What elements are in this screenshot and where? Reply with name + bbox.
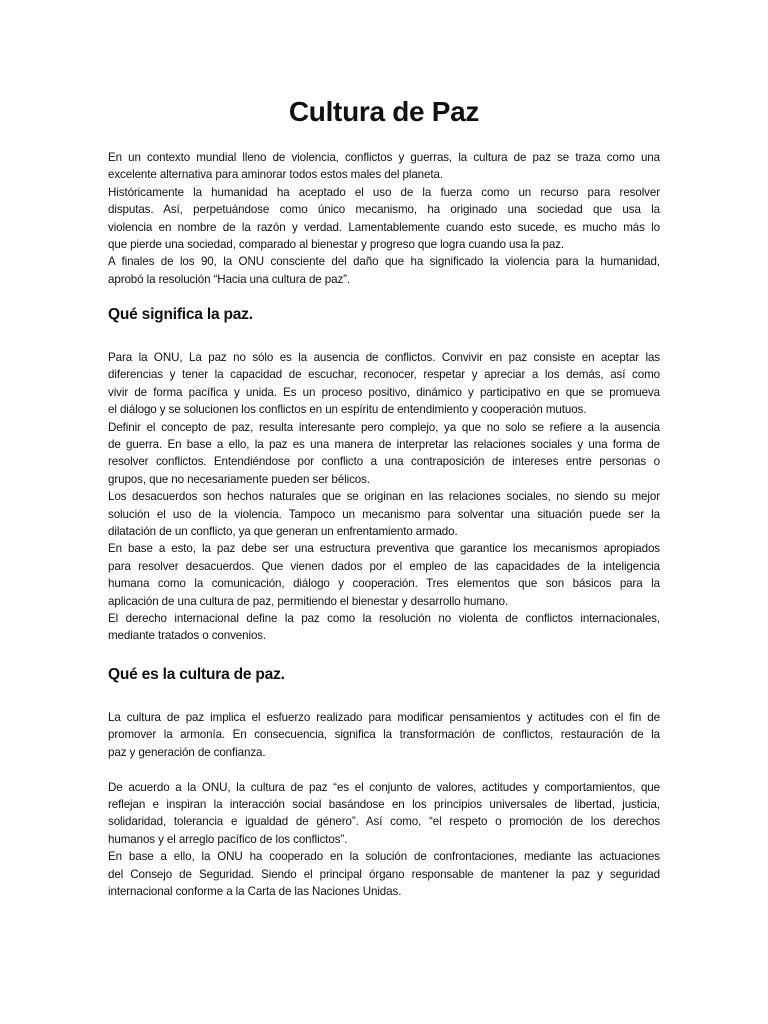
paragraph-line: En un contexto mundial lleno de violencia, conflictos y guerras, la cultura de paz se traza como una (108, 151, 660, 164)
paragraph-line: de guerra. En base a ello, la paz es una manera de interpretar las relaciones sociales y una forma de (108, 438, 660, 451)
paragraph-line: Definir el concepto de paz, resulta interesante pero complejo, ya que no solo se refiere a la ausencia (108, 420, 660, 434)
paragraph-line: disputas. Así, perpetuándose como único mecanismo, ha originado una sociedad que usa la (108, 203, 660, 217)
paragraph-line: que pierde una sociedad, comparado al bienestar y progreso que logra cuando usa la paz. (108, 238, 565, 251)
paragraph-line: del Consejo de Seguridad. Siendo el principal órgano responsable de mantener la paz y seguridad (108, 867, 660, 881)
paragraph-line: mediante tratados o convenios. (108, 629, 267, 643)
paragraph-line: excelente alternativa para aminorar todos estos males del planeta. (108, 168, 443, 182)
paragraph-line: violencia en nombre de la razón y verdad. Lamentablemente cuando esto sucede, es mucho más lo (108, 220, 660, 234)
paragraph-line: resolver conflictos. Entendiéndose por conflicto a una contraposición de intereses entre personas o (108, 455, 660, 469)
paragraph-line: diferencias y tener la capacidad de escuchar, reconocer, respetar y apreciar a los demás, así como (108, 368, 660, 382)
paragraph-line: En base a ello, la ONU ha cooperado en la solución de confrontaciones, mediante las actuaciones (108, 850, 660, 864)
paragraph-line: solidaridad, tolerancia e igualdad de género”. Así como, “el respeto o promoción de los derechos (108, 815, 660, 829)
section-heading-que-significa-la-paz: Qué significa la paz. (108, 306, 253, 323)
paragraph-line: aplicación de una cultura de paz, permitiendo el bienestar y desarrollo humano. (108, 594, 509, 608)
paragraph-line: Para la ONU, La paz no sólo es la ausencia de conflictos. Convivir en paz consiste en aceptar las (108, 351, 660, 364)
paragraph-line: paz y generación de confianza. (108, 745, 266, 759)
paragraph-line: humanos y el arreglo pacífico de los conflictos”. (108, 832, 348, 846)
paragraph-line: aprobó la resolución “Hacia una cultura de paz”. (108, 272, 351, 286)
paragraph-line: A finales de los 90, la ONU consciente del daño que ha significado la violencia para la humanidad, (108, 255, 660, 269)
section-heading-que-es-la-cultura-de-paz: Qué es la cultura de paz. (108, 666, 285, 683)
paragraph-line: grupos, que no necesariamente pueden ser bélicos. (108, 472, 370, 486)
paragraph-line: para resolver desacuerdos. Que vienen dados por el empleo de las capacidades de la inteligencia (108, 559, 660, 573)
paragraph-line: vivir de forma pacífica y unida. Es un proceso positivo, dinámico y participativo en que se promueva (108, 385, 660, 399)
paragraph-line: De acuerdo a la ONU, la cultura de paz “es el conjunto de valores, actitudes y comportamientos, que (108, 780, 660, 794)
paragraph-line: dilatación de un conflicto, ya que generan un enfrentamiento armado. (108, 525, 458, 538)
paragraph-line: reflejan e inspiran la interacción social basándose en los principios universales de libertad, justicia, (108, 798, 660, 811)
paragraph-line: En base a esto, la paz debe ser una estructura preventiva que garantice los mecanismos apropiados (108, 542, 660, 556)
paragraph-line: El derecho internacional define la paz como la resolución no violenta de conflictos internacionales, (108, 612, 660, 625)
paragraph-line: promover la armonía. En consecuencia, significa la transformación de conflictos, restauración de la (108, 728, 660, 742)
paragraph-line: el diálogo y se solucionen los conflictos en un espíritu de entendimiento y cooperación mutuos. (108, 403, 587, 417)
paragraph-line: Históricamente la humanidad ha aceptado el uso de la fuerza como un recurso para resolver (108, 185, 660, 199)
paragraph-line: internacional conforme a la Carta de las Naciones Unidas. (108, 885, 402, 898)
document-title: Cultura de Paz (288, 96, 480, 127)
paragraph-line: humana como la comunicación, diálogo y cooperación. Tres elementos que son básicos para la (108, 577, 660, 591)
paragraph-line: Los desacuerdos son hechos naturales que se originan en las relaciones sociales, no siendo su mejor (108, 490, 660, 504)
paragraph-line: solución el uso de la violencia. Tampoco un mecanismo para solventar una situación puede ser la (108, 507, 660, 521)
paragraph-line: La cultura de paz implica el esfuerzo realizado para modificar pensamientos y actitudes con el fin de (108, 711, 660, 724)
